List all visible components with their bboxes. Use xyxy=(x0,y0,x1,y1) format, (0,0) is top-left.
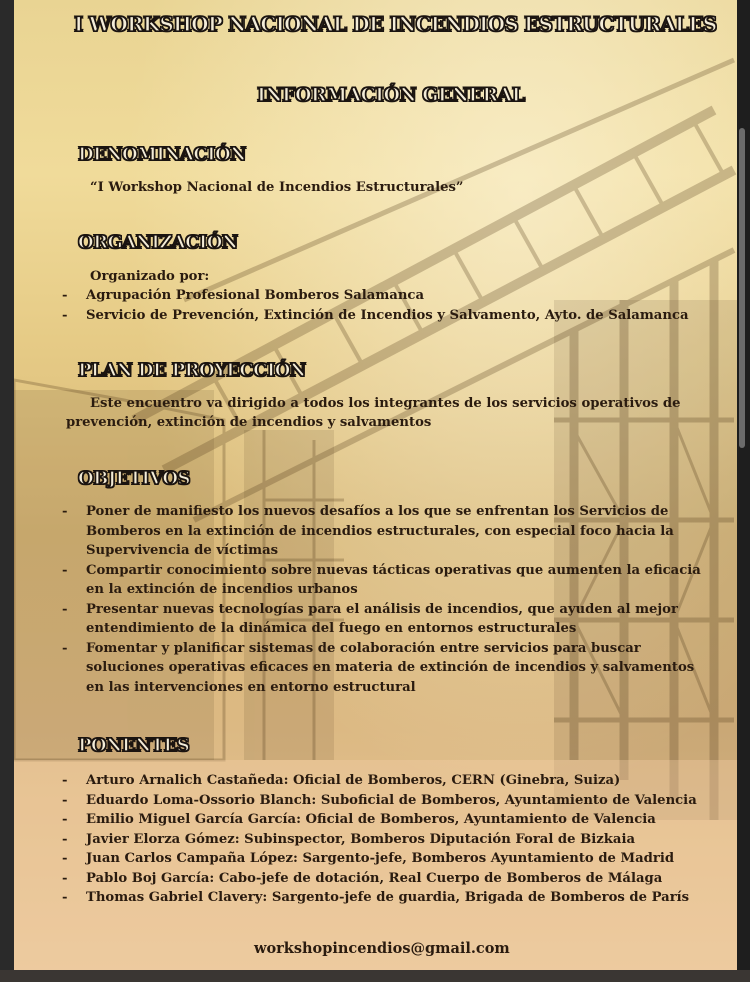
bullet-dash: - xyxy=(62,288,68,303)
section-title-informacion-general: INFORMACIÓN GENERAL xyxy=(257,84,525,106)
bullet-dash: - xyxy=(62,601,68,617)
list-item xyxy=(62,771,732,791)
ponente-item: Thomas Gabriel Clavery: Sargento-jefe de guardia, Brigada de Bomberos de París xyxy=(86,890,690,905)
organizacion-item: Agrupación Profesional Bomberos Salamanca xyxy=(86,288,425,303)
ponente-item: Eduardo Loma-Ossorio Blanch: Suboficial de Bomberos, Ayuntamiento de Valencia xyxy=(86,792,697,808)
bullet-dash: - xyxy=(62,773,68,788)
bullet-dash: - xyxy=(62,812,68,827)
organizacion-intro: Organizado por: xyxy=(90,269,210,284)
list-item xyxy=(62,286,732,306)
list-item xyxy=(62,502,712,561)
bullet-dash: - xyxy=(62,792,68,808)
bullet-dash: - xyxy=(62,307,68,323)
list-item xyxy=(62,830,732,850)
organizacion-list xyxy=(62,286,732,325)
list-item xyxy=(62,306,732,326)
viewer-bottom-edge xyxy=(0,970,750,982)
plan-text-line-1: Este encuentro va dirigido a todos los integrantes de los servicios operativos de xyxy=(90,396,681,411)
ponente-item: Javier Elorza Gómez: Subinspector, Bomberos Diputación Foral de Bizkaia xyxy=(86,831,636,847)
heading-organizacion: ORGANIZACIÓN xyxy=(78,232,238,253)
bullet-dash: - xyxy=(62,870,68,886)
contact-email[interactable]: workshopincendios@gmail.com xyxy=(254,940,510,957)
heading-plan-de-proyeccion: PLAN DE PROYECCIÓN xyxy=(78,360,306,381)
bullet-dash: - xyxy=(62,640,68,656)
ponente-item: Juan Carlos Campaña López: Sargento-jefe, Bomberos Ayuntamiento de Madrid xyxy=(86,851,675,866)
bullet-dash: - xyxy=(62,851,68,866)
ponentes-list xyxy=(62,771,732,908)
objetivos-list xyxy=(62,502,712,697)
scrollbar-thumb[interactable] xyxy=(739,128,745,448)
list-item xyxy=(62,600,712,639)
list-item xyxy=(62,810,732,830)
objetivo-item: Poner de manifiesto los nuevos desafíos a los que se enfrentan los Servicios de Bomberos en la extinción de incendios estructurales, con especial foco hacia la Supervivencia de víctimas xyxy=(86,504,674,558)
list-item xyxy=(62,869,732,889)
list-item xyxy=(62,791,732,811)
objetivo-item: Fomentar y planificar sistemas de colaboración entre servicios para buscar soluciones operativas eficaces en materia de extinción de incendios y salvamentos en las intervenciones en entorno estructural xyxy=(86,640,695,695)
bullet-dash: - xyxy=(62,890,68,905)
ponente-item: Emilio Miguel García García: Oficial de Bomberos, Ayuntamiento de Valencia xyxy=(86,812,656,827)
bullet-dash: - xyxy=(62,562,68,578)
heading-denominacion: DENOMINACIÓN xyxy=(78,144,246,165)
poster-title: I WORKSHOP NACIONAL DE INCENDIOS ESTRUCTURALES xyxy=(74,12,717,36)
list-item xyxy=(62,639,712,698)
organizacion-item: Servicio de Prevención, Extinción de Incendios y Salvamento, Ayto. de Salamanca xyxy=(86,307,689,323)
list-item xyxy=(62,561,712,600)
heading-objetivos: OBJETIVOS xyxy=(78,468,190,489)
bullet-dash: - xyxy=(62,831,68,847)
objetivo-item: Compartir conocimiento sobre nuevas tácticas operativas que aumenten la eficacia en la extinción de incendios urbanos xyxy=(86,562,701,597)
poster xyxy=(14,0,737,970)
list-item xyxy=(62,888,732,908)
ponente-item: Pablo Boj García: Cabo-jefe de dotación, Real Cuerpo de Bomberos de Málaga xyxy=(86,870,663,886)
plan-text-line-2: prevención, extinción de incendios y salvamentos xyxy=(66,415,432,430)
heading-ponentes: PONENTES xyxy=(78,735,190,756)
ponente-item: Arturo Arnalich Castañeda: Oficial de Bomberos, CERN (Ginebra, Suiza) xyxy=(86,773,621,788)
list-item xyxy=(62,849,732,869)
bullet-dash: - xyxy=(62,504,68,519)
objetivo-item: Presentar nuevas tecnologías para el análisis de incendios, que ayuden al mejor entendimiento de la dinámica del fuego en entornos estructurales xyxy=(86,601,678,636)
denominacion-text: “I Workshop Nacional de Incendios Estructurales” xyxy=(90,180,464,195)
viewer-left-edge xyxy=(0,0,14,982)
